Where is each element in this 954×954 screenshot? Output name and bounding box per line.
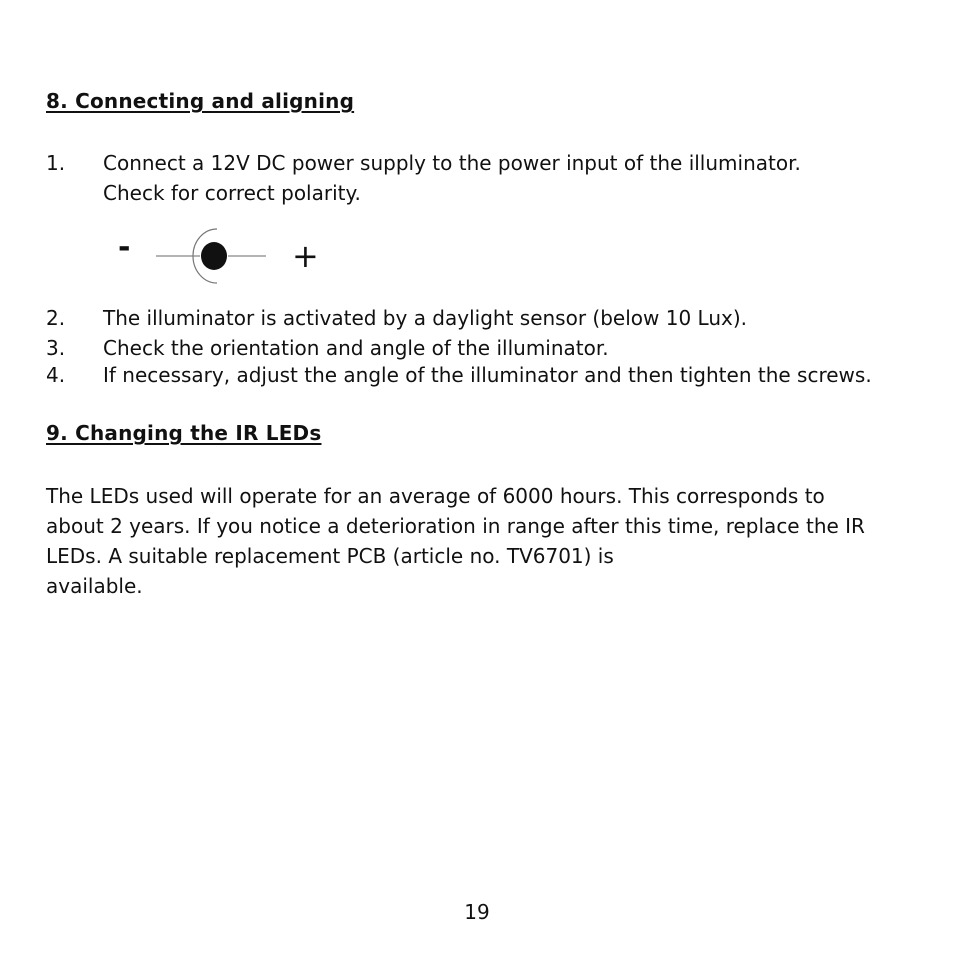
led-replacement-paragraph (46, 481, 926, 601)
paragraph-line: about 2 years. If you notice a deterioration in range after this time, replace the IR (46, 514, 865, 538)
page-number: 19 (464, 900, 490, 924)
polarity-plus-label: + (292, 237, 319, 275)
list-item-line: The illuminator is activated by a daylight sensor (below 10 Lux). (103, 306, 747, 330)
list-item-text (103, 360, 923, 390)
list-item-text (103, 333, 923, 363)
list-item-line: If necessary, adjust the angle of the illuminator and then tighten the screws. (103, 363, 872, 387)
list-item-text (103, 303, 923, 333)
list-item-text (103, 148, 923, 208)
section-8-heading: 8. Connecting and aligning (46, 89, 355, 113)
list-item-line: Check for correct polarity. (103, 181, 361, 205)
list-item-number: 1. (46, 151, 66, 175)
list-item-number: 4. (46, 363, 66, 387)
list-item-number: 3. (46, 336, 66, 360)
polarity-diagram (100, 222, 340, 292)
paragraph-line: LEDs. A suitable replacement PCB (article no. TV6701) is (46, 544, 614, 568)
polarity-center-dot (201, 242, 227, 270)
section-9-heading: 9. Changing the IR LEDs (46, 421, 322, 445)
list-item-number: 2. (46, 306, 66, 330)
paragraph-line: available. (46, 574, 143, 598)
list-item-line: Check the orientation and angle of the illuminator. (103, 336, 609, 360)
polarity-minus-label: - (118, 230, 131, 265)
list-item-line: Connect a 12V DC power supply to the power input of the illuminator. (103, 151, 801, 175)
paragraph-line: The LEDs used will operate for an average of 6000 hours. This corresponds to (46, 484, 825, 508)
